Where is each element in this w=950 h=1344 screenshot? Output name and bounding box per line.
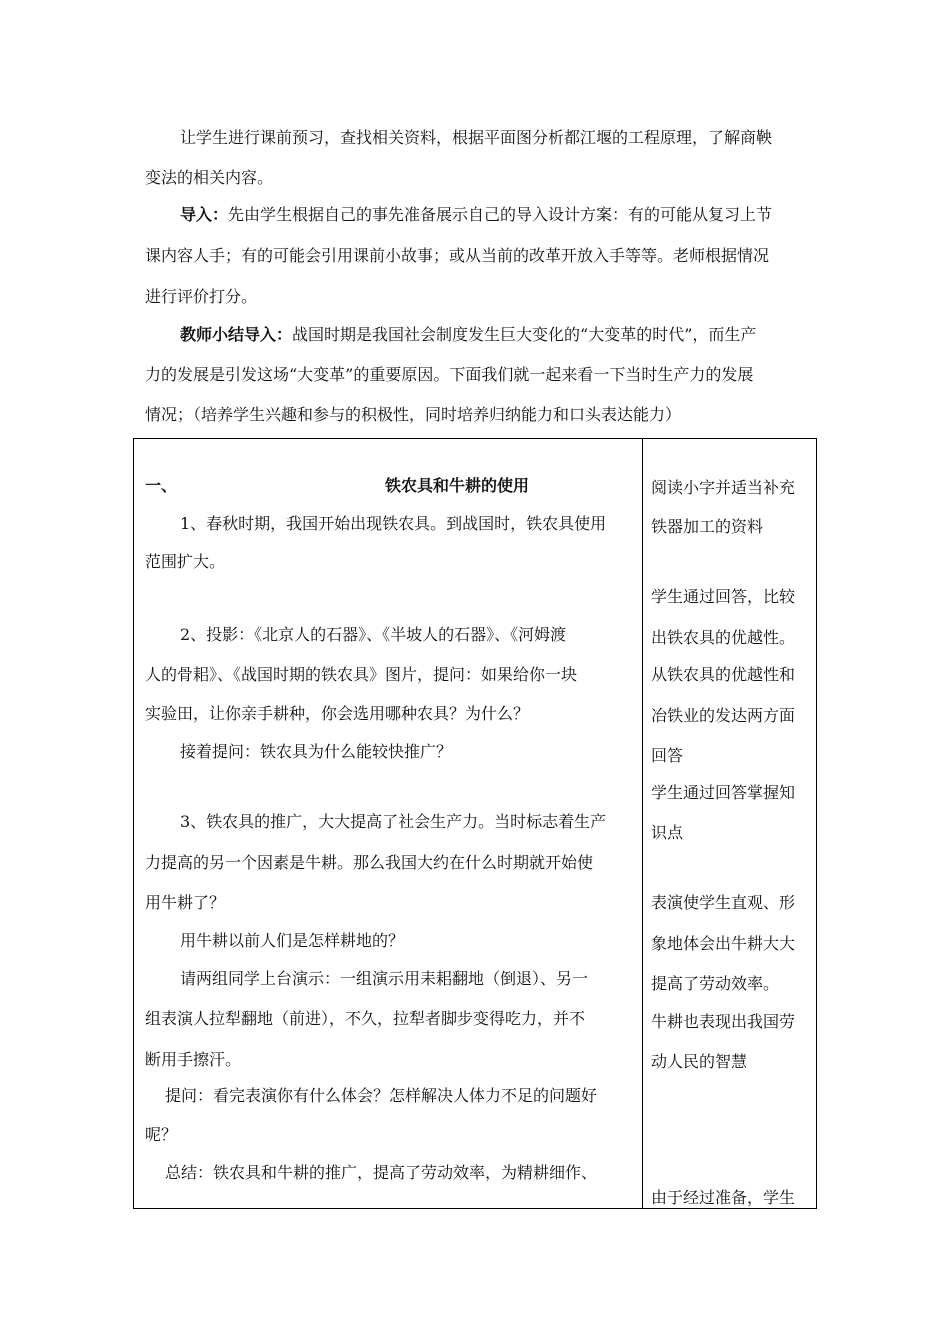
- intro-paragraph-2-text: 先由学生根据自己的事先准备展示自己的导入设计方案：有的可能从复习上节: [228, 205, 773, 224]
- note-line-9: 识点: [651, 823, 684, 842]
- intro-paragraph-1-line-1: 让学生进行课前预习，查找相关资料，根据平面图分析都江堰的工程原理，了解商鞅: [180, 128, 773, 147]
- intro-paragraph-3-line-3: 情况；（培养学生兴趣和参与的积极性，同时培养归纳能力和口头表达能力）: [145, 405, 682, 424]
- item-2-line-2: 人的骨耜》、《战国时期的铁农具》图片，提问：如果给你一块: [145, 665, 578, 684]
- item-3-line-2: 力提高的另一个因素是牛耕。那么我国大约在什么时期就开始使: [145, 853, 594, 872]
- note-line-10: 表演使学生直观、形: [651, 893, 796, 912]
- note-line-8: 学生通过回答掌握知: [651, 783, 796, 802]
- item-1-line-1: 1、春秋时期，我国开始出现铁农具。到战国时，铁农具使用: [180, 514, 607, 533]
- item-3-line-6: 组表演人拉犁翻地（前进），不久，拉犁者脚步变得吃力，并不: [145, 1009, 586, 1028]
- note-line-5: 从铁农具的优越性和: [651, 665, 796, 684]
- note-line-6: 冶铁业的发达两方面: [651, 706, 796, 725]
- intro-label-daoru: 导入：: [180, 205, 229, 224]
- question-line-2: 呢？: [145, 1125, 178, 1144]
- note-line-12: 提高了劳动效率。: [651, 974, 780, 993]
- intro-paragraph-2-line-2: 课内容人手；有的可能会引用课前小故事；或从当前的改革开放入手等等。老师根据情况: [145, 246, 770, 265]
- item-3-line-4: 用牛耕以前人们是怎样耕地的？: [180, 931, 405, 950]
- intro-paragraph-2-line-3: 进行评价打分。: [145, 287, 258, 306]
- item-1-line-2: 范围扩大。: [145, 552, 226, 571]
- intro-paragraph-3-line-2: 力的发展是引发这场“大变革”的重要原因。下面我们就一起来看一下当时生产力的发展: [145, 365, 754, 384]
- intro-paragraph-2-line-1: [180, 205, 772, 225]
- section-title: 铁农具和牛耕的使用: [385, 476, 530, 495]
- item-3-line-1: 3、铁农具的推广，大大提高了社会生产力。当时标志着生产: [180, 812, 607, 831]
- item-2-line-3: 实验田，让你亲手耕种，你会选用哪种农具？为什么？: [145, 704, 530, 723]
- item-3-line-3: 用牛耕了？: [145, 893, 226, 912]
- question-line-1: 提问：看完表演你有什么体会？怎样解决人体力不足的问题好: [165, 1086, 598, 1105]
- section-number: 一、: [145, 476, 178, 495]
- note-line-1: 阅读小字并适当补充: [651, 478, 796, 497]
- note-line-3: 学生通过回答，比较: [651, 587, 796, 606]
- item-3-line-7: 断用手擦汗。: [145, 1050, 242, 1069]
- item-2-line-1: 2、投影：《北京人的石器》、《半坡人的石器》、《河姆渡: [180, 625, 567, 644]
- intro-label-teacher-summary: 教师小结导入：: [180, 325, 293, 344]
- note-line-13: 牛耕也表现出我国劳: [651, 1012, 796, 1031]
- item-3-line-5: 请两组同学上台演示：一组演示用耒耜翻地（倒退）、另一: [180, 969, 589, 988]
- summary-line-1: 总结：铁农具和牛耕的推广，提高了劳动效率，为精耕细作、: [165, 1163, 598, 1182]
- note-line-15: 由于经过准备，学生: [651, 1188, 796, 1207]
- item-2-line-4: 接着提问：铁农具为什么能较快推广？: [180, 742, 453, 761]
- note-line-11: 象地体会出牛耕大大: [651, 934, 796, 953]
- intro-paragraph-3-text: 战国时期是我国社会制度发生巨大变化的“大变革的时代”，而生产: [292, 325, 757, 344]
- intro-paragraph-1-line-2: 变法的相关内容。: [145, 168, 274, 187]
- note-line-4: 出铁农具的优越性。: [651, 628, 796, 647]
- note-line-7: 回答: [651, 746, 684, 765]
- note-line-14: 动人民的智慧: [651, 1052, 748, 1071]
- intro-paragraph-3-line-1: [180, 325, 756, 345]
- note-line-2: 铁器加工的资料: [651, 517, 764, 536]
- lesson-table-column-divider: [642, 438, 643, 1209]
